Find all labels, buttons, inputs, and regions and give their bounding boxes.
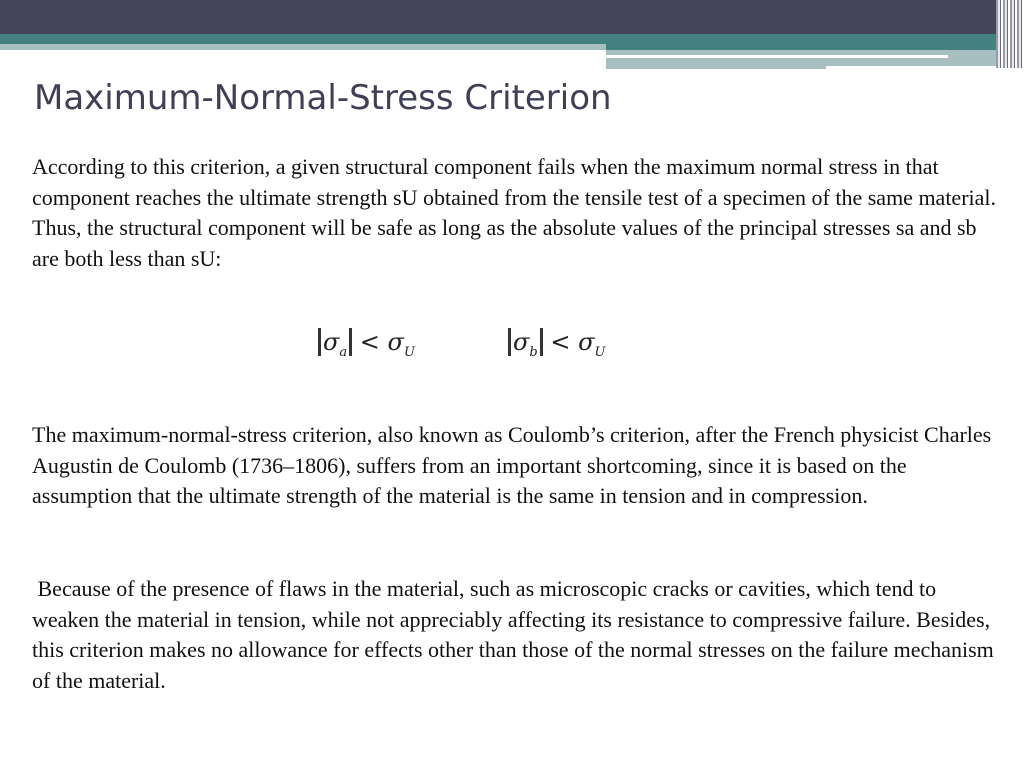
paragraph-coulomb: The maximum-normal-stress criterion, also known as Coulomb’s criterion, after the French physicist Charles Augustin de Coulomb (1736–1806), suffers from an important shortcoming, since it is based on the assumption that the ultimate strength of the material is the same in tension and in compression. [32,422,992,509]
slide-title: Maximum-Normal-Stress Criterion [34,78,612,118]
paragraph-intro: According to this criterion, a given structural component fails when the maximum normal stress in that component reaches the ultimate strength sU obtained from the tensile test of a specimen of the same material. Thus, the structural component will be safe as long as the absolute values of the principal stresses sa and sb are both less than sU: [32,154,997,272]
paragraph-flaws: Because of the presence of flaws in the material, such as microscopic cracks or cavities, which tend to weaken the material in tension, while not appreciably affecting its resistance to compressive failure. Besides, this criterion makes no allowance for effects other than those of the normal stresses on the failure mechanism of the material. [32,576,1000,694]
formula-sigma-a: $\sigma_a < \sigma_U$ [318,328,415,360]
formula-sigma-b: $\sigma_b < \sigma_U$ [508,328,605,360]
